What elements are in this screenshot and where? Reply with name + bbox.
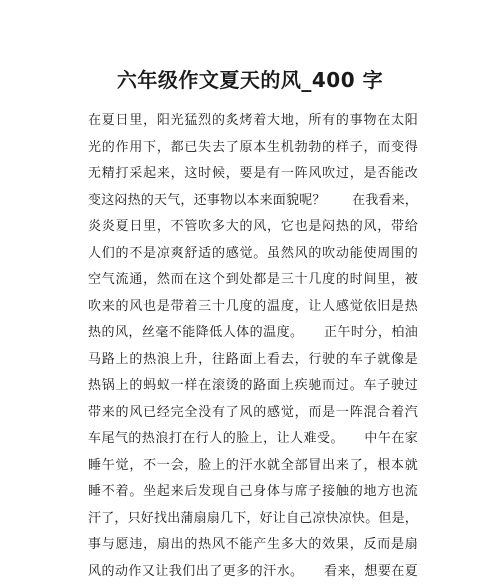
body-line: 在夏日里，阳光猛烈的炙烤着大地，所有的事物在太阳 — [88, 108, 418, 135]
body-line: 汗了，只好找出蒲扇扇几下，好让自己凉快凉快。但是， — [88, 506, 418, 533]
body-line: 风的动作又让我们出了更多的汗水。 看来，想要在夏 — [88, 559, 418, 585]
body-line: 人们的不是凉爽舒适的感觉。虽然风的吹动能使周围的 — [88, 241, 418, 268]
body-line: 吹来的风也是带着三十几度的温度，让人感觉依旧是热 — [88, 294, 418, 321]
body-line: 炎炎夏日里，不管吹多大的风，它也是闷热的风，带给 — [88, 214, 418, 241]
body-line: 热的风，丝毫不能降低人体的温度。 正午时分，柏油 — [88, 320, 418, 347]
body-line: 睡不着。坐起来后发现自己身体与席子接触的地方也流 — [88, 479, 418, 506]
body-line: 马路上的热浪上升，往路面上看去，行驶的车子就像是 — [88, 347, 418, 374]
body-line: 事与愿违，扇出的热风不能产生多大的效果，反而是扇 — [88, 532, 418, 559]
body-line: 热锅上的蚂蚁一样在滚烫的路面上疾驰而过。车子驶过 — [88, 373, 418, 400]
document-body — [88, 108, 418, 585]
body-line: 变这闷热的天气，还事物以本来面貌呢？ 在我看来， — [88, 188, 418, 215]
body-line: 无精打采起来，这时候，要是有一阵风吹过，是否能改 — [88, 161, 418, 188]
document-title: 六年级作文夏天的风_400 字 — [0, 66, 500, 94]
body-line: 空气流通，然而在这个到处都是三十几度的时间里，被 — [88, 267, 418, 294]
body-line: 带来的风已经完全没有了风的感觉，而是一阵混合着汽 — [88, 400, 418, 427]
body-line: 光的作用下，都已失去了原本生机勃勃的样子，而变得 — [88, 135, 418, 162]
body-line: 车尾气的热浪打在行人的脸上，让人难受。 中午在家 — [88, 426, 418, 453]
body-line: 睡午觉，不一会，脸上的汗水就全部冒出来了，根本就 — [88, 453, 418, 480]
